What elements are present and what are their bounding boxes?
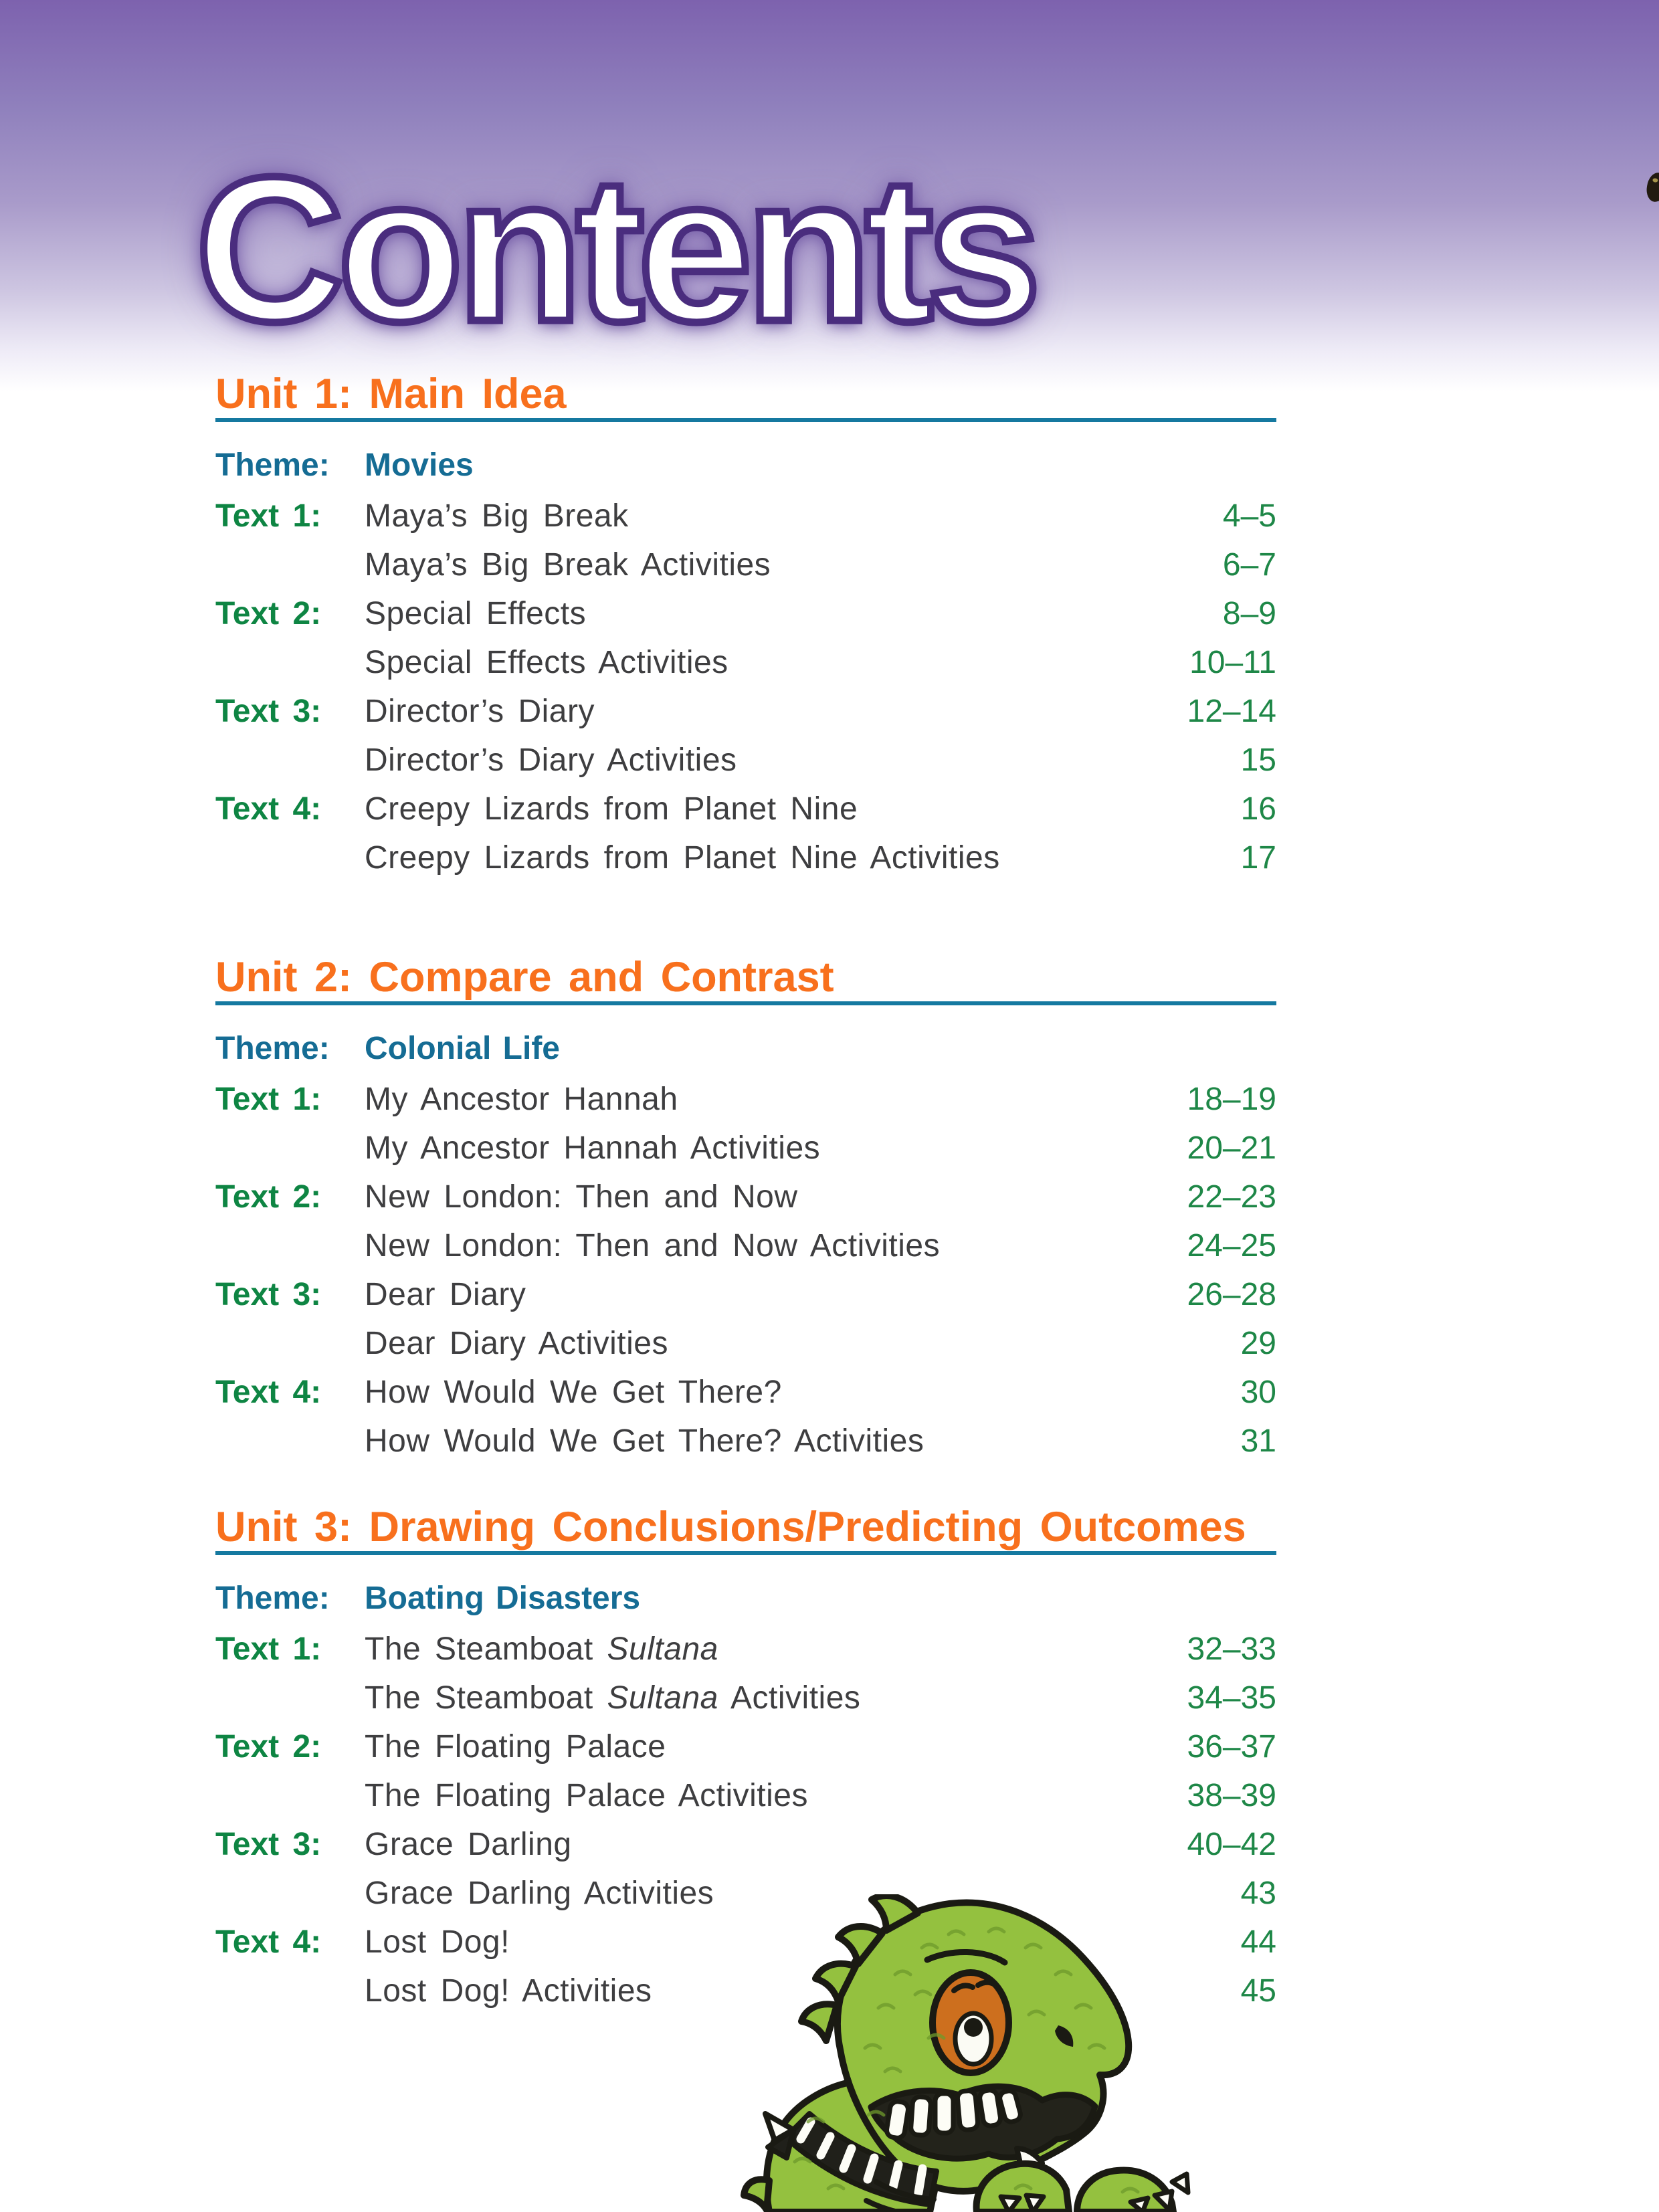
row-title [365,1124,1187,1173]
row-title [365,638,1189,687]
row-title [365,785,1241,833]
row-page-numbers: 10–11 [1189,645,1276,680]
row-title-segment: The Steamboat [365,1631,607,1667]
toc-row [215,736,1276,785]
theme-row [215,1024,1276,1073]
theme-row [215,441,1276,490]
toc-row [215,1075,1276,1124]
row-page-numbers: 8–9 [1222,596,1276,631]
row-title [365,833,1241,882]
page-title: Contents [195,134,1035,365]
row-title-segment: The Floating Palace Activities [365,1778,808,1813]
row-label: Text 3: [215,1827,322,1862]
theme-row [215,1574,1276,1623]
row-page-numbers: 15 [1240,742,1276,778]
theme-value: Boating Disasters [365,1581,641,1616]
row-page-numbers: 16 [1240,791,1276,827]
row-page-numbers: 17 [1240,840,1276,876]
row-title-segment: Maya’s Big Break Activities [365,547,771,583]
row-title-segment: Director’s Diary [365,694,595,729]
toc-row [215,1722,1276,1771]
toc-row [215,540,1276,589]
toc-row [215,1173,1276,1221]
row-page-numbers: 36–37 [1187,1729,1276,1765]
row-title-segment: Dear Diary Activities [365,1326,668,1361]
toc-row [215,638,1276,687]
row-page-numbers: 32–33 [1187,1631,1276,1667]
row-title [365,540,1223,589]
row-title-segment: Sultana [607,1680,718,1716]
toc-row [215,1417,1276,1466]
unit-section [215,373,1276,882]
toc-row [215,1124,1276,1173]
unit-rule [215,1001,1276,1005]
unit-rule [215,418,1276,422]
toc-row [215,1674,1276,1722]
row-title-segment: Special Effects Activities [365,645,728,680]
unit-section [215,954,1276,1466]
row-page-numbers: 30 [1240,1375,1276,1410]
row-title [365,736,1241,785]
unit-heading: Unit 3: Drawing Conclusions/Predicting Outcomes [215,1504,1246,1550]
row-title-segment: New London: Then and Now [365,1179,798,1215]
row-page-numbers: 6–7 [1222,547,1276,583]
row-page-numbers: 31 [1240,1423,1276,1459]
row-label: Text 2: [215,1729,322,1765]
row-title-segment: Special Effects [365,596,587,631]
row-page-numbers: 34–35 [1187,1680,1276,1716]
toc-row [215,687,1276,736]
toc-row [215,1625,1276,1674]
row-title [365,1771,1187,1820]
row-page-numbers: 12–14 [1187,694,1276,729]
row-label: Text 1: [215,1631,322,1667]
row-title [365,1221,1187,1270]
toc-row [215,1319,1276,1368]
row-page-numbers: 40–42 [1187,1827,1276,1862]
row-page-numbers: 4–5 [1222,498,1276,534]
row-page-numbers: 20–21 [1187,1130,1276,1166]
row-title-segment: Sultana [607,1631,718,1667]
toc-row [215,1270,1276,1319]
row-title-segment: Grace Darling Activities [365,1876,714,1911]
row-page-numbers: 43 [1240,1876,1276,1911]
row-title [365,589,1223,638]
theme-value: Movies [365,447,474,483]
unit-heading: Unit 2: Compare and Contrast [215,954,834,1001]
theme-label: Theme: [215,1581,330,1616]
row-page-numbers: 29 [1240,1326,1276,1361]
toc-row [215,1771,1276,1820]
row-title-segment: The Floating Palace [365,1729,666,1765]
row-title-segment: Lost Dog! [365,1924,510,1960]
theme-label: Theme: [215,1031,330,1066]
row-title-segment: How Would We Get There? Activities [365,1423,924,1459]
row-title-segment: Creepy Lizards from Planet Nine Activities [365,840,1000,876]
theme-label: Theme: [215,447,330,483]
row-title [365,687,1187,736]
row-label: Text 2: [215,596,322,631]
row-title-segment: Director’s Diary Activities [365,742,737,778]
row-title [365,492,1223,540]
row-title-segment: How Would We Get There? [365,1375,782,1410]
row-label: Text 4: [215,1924,322,1960]
row-label: Text 4: [215,791,322,827]
row-label: Text 3: [215,1277,322,1312]
row-title [365,1319,1241,1368]
row-page-numbers: 44 [1240,1924,1276,1960]
row-page-numbers: 26–28 [1187,1277,1276,1312]
row-label: Text 1: [215,1082,322,1117]
row-title-segment: My Ancestor Hannah [365,1082,678,1117]
toc-row [215,1221,1276,1270]
row-title [365,1417,1241,1466]
row-title-segment: Grace Darling [365,1827,572,1862]
row-title [365,1173,1187,1221]
row-page-numbers: 24–25 [1187,1228,1276,1264]
row-label: Text 1: [215,498,322,534]
unit-rows [215,492,1276,882]
row-page-numbers: 38–39 [1187,1778,1276,1813]
row-title [365,1625,1187,1674]
row-title-segment: Lost Dog! Activities [365,1973,652,2009]
row-title [365,1722,1187,1771]
toc-row [215,589,1276,638]
row-title-segment: Activities [718,1680,861,1716]
row-title-segment: Dear Diary [365,1277,526,1312]
toc-row [215,833,1276,882]
theme-value: Colonial Life [365,1031,560,1066]
toc-row [215,1368,1276,1417]
row-title-segment: My Ancestor Hannah Activities [365,1130,821,1166]
row-title [365,1075,1187,1124]
row-label: Text 4: [215,1375,322,1410]
toc-row [215,492,1276,540]
unit-rule [215,1551,1276,1555]
row-title-segment: Maya’s Big Break [365,498,629,534]
row-label: Text 2: [215,1179,322,1215]
row-title-segment: Creepy Lizards from Planet Nine [365,791,858,827]
row-page-numbers: 18–19 [1187,1082,1276,1117]
toc-row [215,785,1276,833]
row-page-numbers: 45 [1240,1973,1276,2009]
row-title-segment: The Steamboat [365,1680,607,1716]
row-title [365,1270,1187,1319]
row-title [365,1368,1241,1417]
unit-heading: Unit 1: Main Idea [215,371,567,417]
unit-rows [215,1075,1276,1466]
lizard-illustration [728,1894,1204,2212]
row-title [365,1820,1187,1869]
row-title [365,1674,1187,1722]
toc-row [215,1820,1276,1869]
row-title-segment: New London: Then and Now Activities [365,1228,941,1264]
row-page-numbers: 22–23 [1187,1179,1276,1215]
row-label: Text 3: [215,694,322,729]
